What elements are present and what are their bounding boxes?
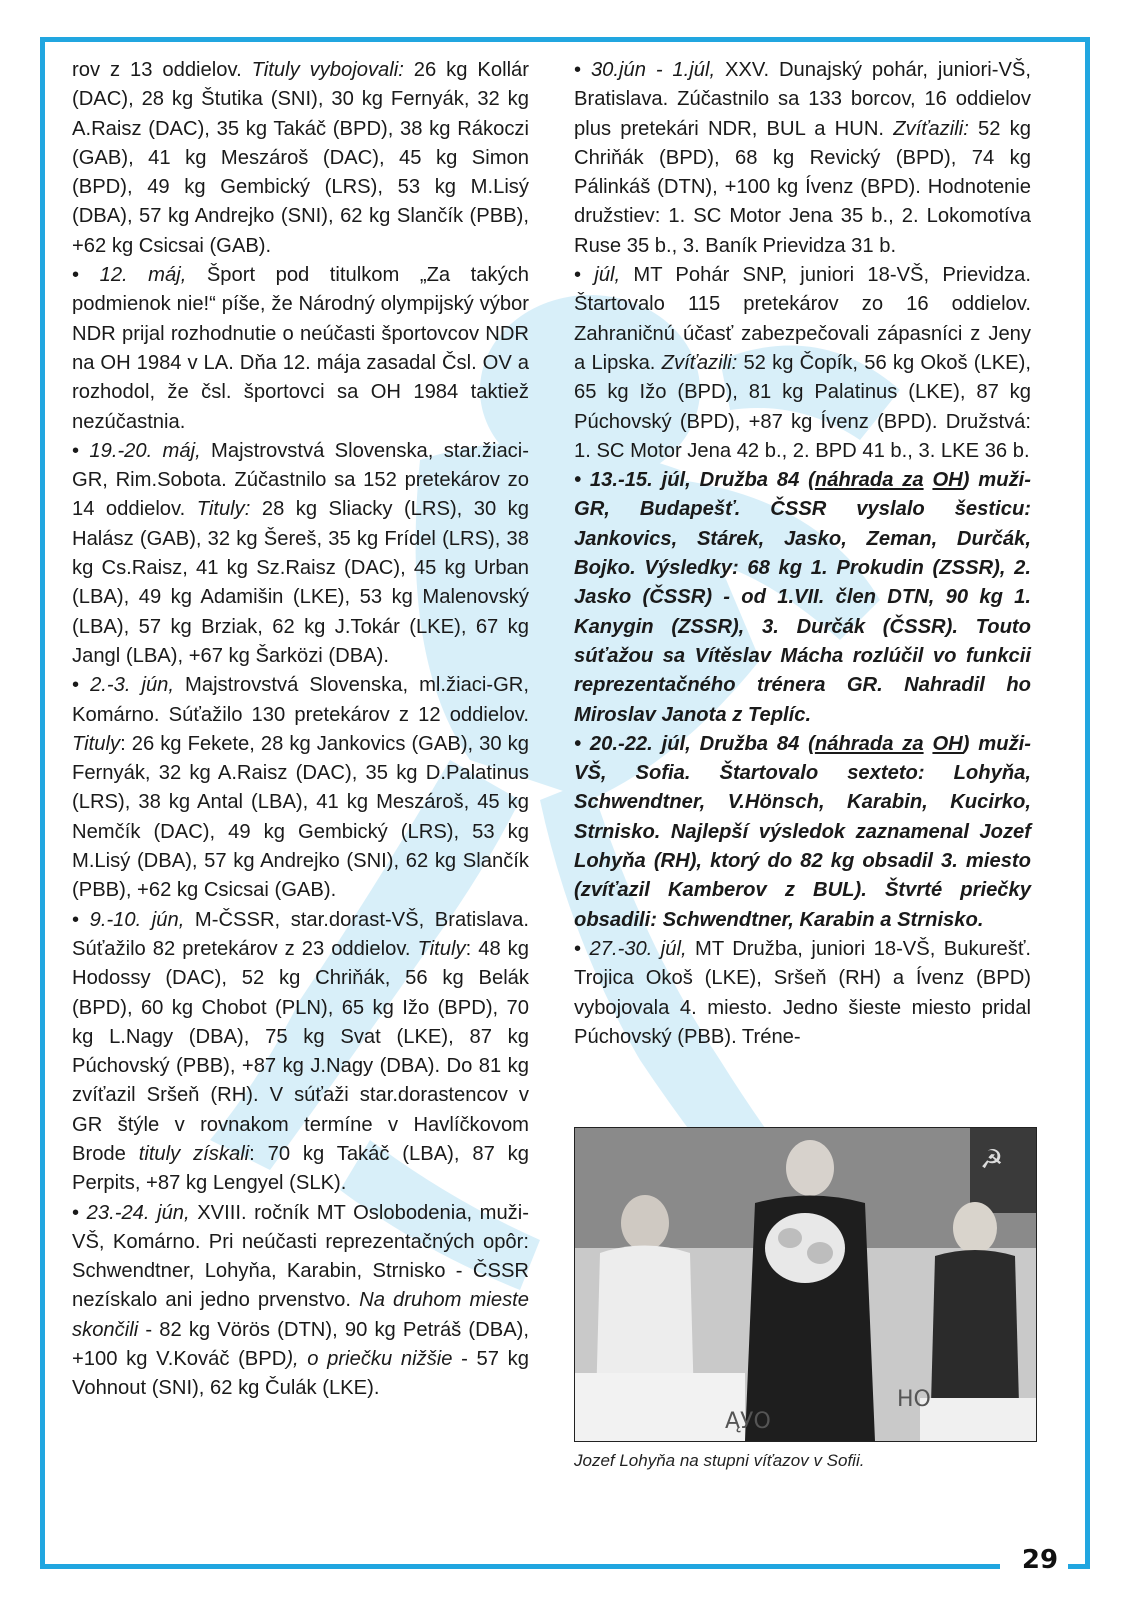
podium-banner-text: НО: [897, 1387, 931, 1412]
page-frame-bottom: [40, 1564, 1000, 1569]
page-frame-right: [1085, 37, 1090, 1569]
bullet: •: [72, 1201, 87, 1224]
bullet: •: [72, 439, 90, 462]
photo-caption: Jozef Lohyňa na stupni víťazov v Sofii.: [574, 1451, 865, 1470]
bullet: •: [72, 908, 90, 931]
bullet: •: [574, 264, 595, 287]
bullet: •: [574, 469, 590, 492]
page-frame-top: [40, 37, 1090, 42]
paragraph: • 9.-10. jún, M-ČSSR, star.dorast-VŠ, Bratislava. Súťažilo 82 pretekárov z 23 oddielov. Tituly: 48 kg Hodossy (DAC), 52 kg Chriňák, 56 kg Belák (BPD), 60 kg Chobot (PLN), 65 kg Ižo (BPD), 70 kg L.Nagy (DBA), 75 kg Svat (LKE), 87 kg Púchovský (PBB), +87 kg J.Nagy (DBA). Do 81 kg zvíťazil Sršeň (RH). V súťaži star.dorastencov v GR štýle v rovnakom termíne v Havlíčkovom Brode tituly získali: 70 kg Takáč (LBA), 87 kg Perpits, +87 kg Lengyel (SLK).: [72, 908, 530, 1195]
right-text-column: [574, 56, 1031, 1052]
bullet: •: [72, 674, 91, 697]
podium-photo-image: [575, 1128, 1036, 1441]
podium-photo: [574, 1127, 1037, 1442]
paragraph-highlight: • 20.-22. júl, Družba 84 (náhrada za OH) muži-VŠ, Sofia. Štartovalo sexteto: Lohyňa, Schwendtner, V.Hönsch, Karabin, Kucirko, Strnisko. Najlepší výsledok zaznamenal Jozef Lohyňa (RH), ktorý do 82 kg obsadil 3. miesto (zvíťazil Kamberov z BUL). Štvrté priečky obsadili: Schwendtner, Karabin a Strnisko.: [574, 732, 1031, 931]
paragraph: • júl, MT Pohár SNP, juniori 18-VŠ, Prievidza. Štartovalo 115 pretekárov zo 16 oddielov. Zahraničnú účasť zabezpečovali zápasníci z Jeny a Lipska. Zvíťazili: 52 kg Čopík, 56 kg Okoš (LKE), 65 kg Ižo (BPD), 81 kg Palatinus (LKE), 87 kg Púchovský (BPD), +87 kg Ívenz (BPD). Družstvá: 1. SC Motor Jena 42 b., 2. BPD 41 b., 3. LKE 36 b.: [574, 264, 1032, 462]
paragraph-highlight: • 13.-15. júl, Družba 84 (náhrada za OH) muži-GR, Budapešť. ČSSR vyslalo šesticu: Jankovics, Stárek, Jasko, Zeman, Durčák, Bojko. Výsledky: 68 kg 1. Prokudin (ZSSR), 2. Jasko (ČSSR) - od 1.VII. člen DTN, 90 kg 1. Kanygin (ZSSR), 3. Durčák (ČSSR). Touto súťažou sa Vítěslav Mácha rozlúčil vo funkcii reprezentačného trénera GR. Nahradil ho Miroslav Janota z Teplíc.: [574, 469, 1031, 726]
paragraph: • 12. máj, Šport pod titulkom „Za takých podmienok nie!“ píše, že Národný olympijský výbor NDR prijal rozhodnutie o neúčasti športovcov NDR na OH 1984 v LA. Dňa 12. mája zasadal Čsl. OV a rozhodol, že čsl. športovci sa OH 1984 taktiež nezúčastnia.: [72, 264, 529, 433]
paragraph: • 19.-20. máj, Majstrovstvá Slovenska, star.žiaci-GR, Rim.Sobota. Zúčastnilo sa 152 pretekárov zo 14 oddielov. Tituly: 28 kg Sliacky (LRS), 30 kg Halász (GAB), 32 kg Šereš, 35 kg Frídel (LRS), 38 kg Cs.Raisz, 41 kg Sz.Raisz (DAC), 45 kg Urban (LBA), 49 kg Adamišin (LKE), 53 kg Malenovský (LBA), 57 kg Brziak, 62 kg J.Tokár (LKE), 67 kg Jangl (LBA), +67 kg Šarközi (DBA).: [72, 439, 529, 667]
bullet: •: [574, 59, 591, 81]
paragraph: • 30.jún - 1.júl, XXV. Dunajský pohár, juniori-VŠ, Bratislava. Zúčastnilo sa 133 borcov, 16 oddielov plus pretekári NDR, BUL a HUN. Zvíťazili: 52 kg Chriňák (BPD), 68 kg Revický (BPD), 74 kg Pálinkáš (DTN), +100 kg Ívenz (BPD). Hodnotenie družstiev: 1. SC Motor Jena 35 b., 2. Lokomotíva Ruse 35 b., 3. Baník Prievidza 31 b.: [574, 59, 1031, 257]
paragraph: • 27.-30. júl, MT Družba, juniori 18-VŠ, Bukurešť. Trojica Okoš (LKE), Sršeň (RH) a Ívenz (BPD) vybojovala 4. miesto. Jedno šieste miesto pridal Púchovský (PBB). Tréne-: [574, 937, 1032, 1048]
page-frame-bottom-right: [1068, 1564, 1090, 1569]
podium-banner-text: ĄУО: [725, 1409, 771, 1434]
paragraph: rov z 13 oddielov. Tituly vybojovali: 26 kg Kollár (DAC), 28 kg Štutika (SNI), 30 kg Fernyák, 32 kg A.Raisz (DAC), 35 kg Takáč (BPD), 38 kg Rákoczi (GAB), 41 kg Meszároš (DAC), 45 kg Simon (BPD), 49 kg Gembický (LRS), 53 kg M.Lisý (DBA), 57 kg Andrejko (SNI), 62 kg Slančík (PBB), +62 kg Csicsai (GAB).: [72, 59, 530, 257]
page-number: 29: [1021, 1545, 1059, 1575]
page-frame-left: [40, 37, 45, 1569]
hammer-sickle-icon: ☭: [980, 1145, 1004, 1175]
bullet: •: [574, 937, 590, 960]
left-text-column: [72, 56, 529, 1404]
paragraph: • 2.-3. jún, Majstrovstvá Slovenska, ml.žiaci-GR, Komárno. Súťažilo 130 pretekárov z 12 oddielov. Tituly: 26 kg Fekete, 28 kg Jankovics (GAB), 30 kg Fernyák, 32 kg A.Raisz (DAC), 35 kg D.Palatinus (LRS), 38 kg Antal (LBA), 41 kg Meszároš, 45 kg Nemčík (DAC), 49 kg Gembický (LRS), 53 kg M.Lisý (DBA), 57 kg Andrejko (SNI), 62 kg Slančík (PBB), +62 kg Csicsai (GAB).: [72, 674, 529, 902]
bullet: •: [574, 732, 590, 755]
paragraph: • 23.-24. jún, XVIII. ročník MT Oslobodenia, muži-VŠ, Komárno. Pri neúčasti reprezentačných opôr: Schwendtner, Lohyňa, Karabin, Strnisko - ČSSR nezískalo ani jedno prvenstvo. Na druhom mieste skončili - 82 kg Vörös (DTN), 90 kg Petráš (DBA), +100 kg V.Kováč (BPD), o priečku nižšie - 57 kg Vohnout (SNI), 62 kg Čulák (LKE).: [72, 1201, 529, 1400]
bullet: •: [72, 264, 100, 287]
